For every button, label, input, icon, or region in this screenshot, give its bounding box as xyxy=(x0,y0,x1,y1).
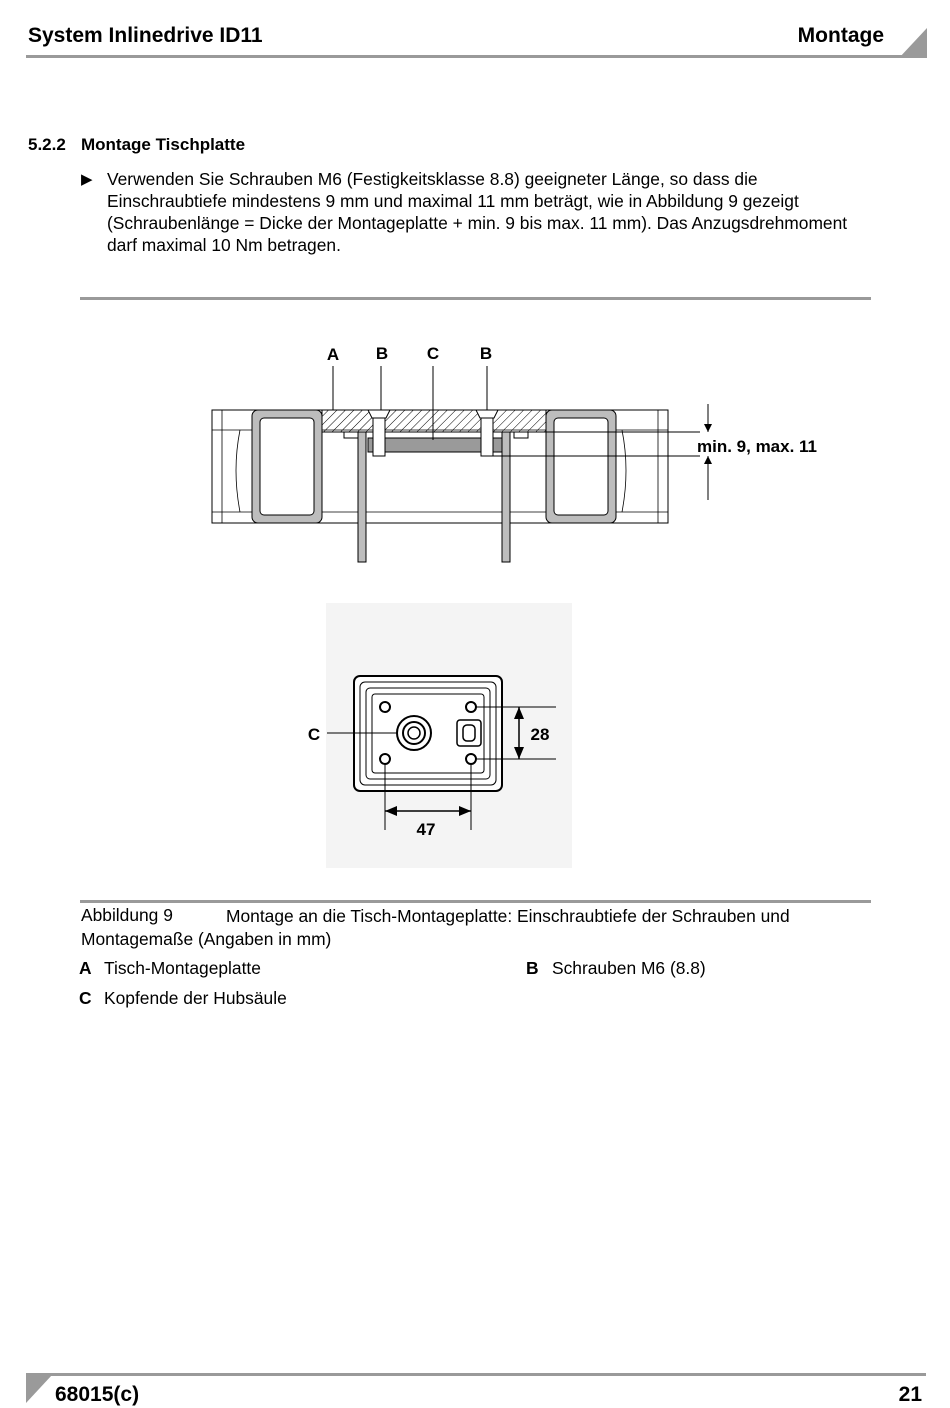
label-c: C xyxy=(426,344,440,363)
label-a: A xyxy=(326,345,340,364)
legend-text-a: Tisch-Montageplatte xyxy=(104,958,261,978)
cross-section-drawing xyxy=(212,366,712,562)
depth-dimension-label: min. 9, max. 11 xyxy=(697,437,818,456)
label-b-right: B xyxy=(479,344,493,363)
footer-document-number: 68015(c) xyxy=(55,1383,140,1406)
header-title: System Inlinedrive ID11 xyxy=(28,24,263,47)
dimension-28-label: 28 xyxy=(530,725,550,744)
legend-key-c: C xyxy=(79,988,92,1008)
figure-bottom-rule xyxy=(80,900,871,903)
header-section: Montage xyxy=(797,24,884,47)
legend-text-b: Schrauben M6 (8.8) xyxy=(552,958,706,978)
figure-caption-text: Montage an die Tisch-Montageplatte: Einschraubtiefe der Schrauben und Montagemaße (Angaben in mm) xyxy=(81,906,790,949)
legend-text-c: Kopfende der Hubsäule xyxy=(104,988,287,1008)
figure-caption-label: Abbildung 9 xyxy=(81,905,173,925)
instruction-paragraph: Verwenden Sie Schrauben M6 (Festigkeitsklasse 8.8) geeigneter Länge, so dass die Einschraubtiefe mindestens 9 mm und maximal 11 mm beträgt, wie in Abbildung 9 gezeigt (Schraubenlänge = Dicke der Montageplatte + min. 9 bis max. 11 mm). Das Anzugsdrehmoment darf maximal 10 Nm betragen. xyxy=(107,169,848,255)
plan-label-c: C xyxy=(307,725,321,744)
label-b-left: B xyxy=(375,344,389,363)
section-title: Montage Tischplatte xyxy=(81,135,246,154)
legend-key-a: A xyxy=(79,958,92,978)
footer-tab-marker xyxy=(26,1375,52,1403)
footer-rule xyxy=(26,1373,926,1376)
triangle-bullet-icon: ▶ xyxy=(81,171,93,188)
dimension-47-label: 47 xyxy=(416,820,436,839)
legend-key-b: B xyxy=(526,958,539,978)
footer-page-number: 21 xyxy=(898,1383,922,1406)
section-number: 5.2.2 xyxy=(28,135,66,154)
